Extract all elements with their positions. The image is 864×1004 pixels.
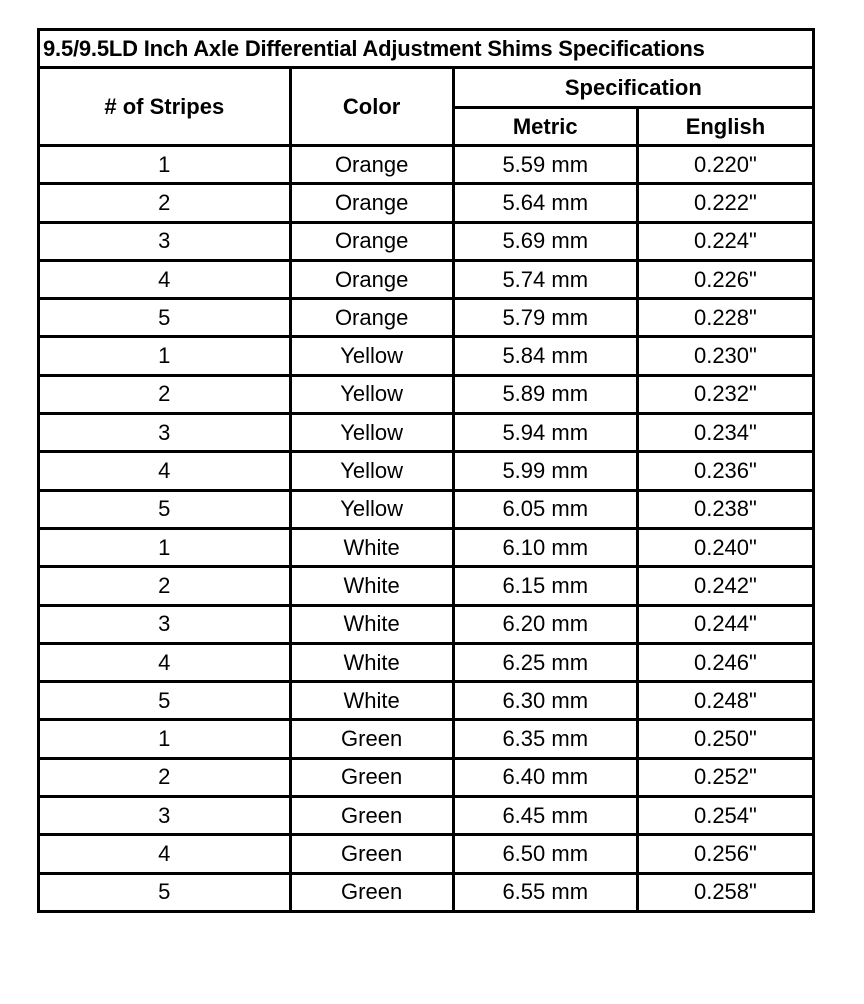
cell-english: 0.224" — [637, 222, 813, 260]
cell-metric: 6.40 mm — [453, 758, 637, 796]
cell-color: White — [290, 528, 453, 566]
cell-stripes: 3 — [39, 414, 291, 452]
cell-stripes: 1 — [39, 146, 291, 184]
cell-metric: 6.10 mm — [453, 528, 637, 566]
cell-color: Yellow — [290, 490, 453, 528]
cell-stripes: 3 — [39, 797, 291, 835]
cell-english: 0.256" — [637, 835, 813, 873]
cell-english: 0.222" — [637, 184, 813, 222]
cell-english: 0.242" — [637, 567, 813, 605]
cell-metric: 5.84 mm — [453, 337, 637, 375]
cell-stripes: 2 — [39, 184, 291, 222]
cell-metric: 5.89 mm — [453, 375, 637, 413]
cell-metric: 5.94 mm — [453, 414, 637, 452]
cell-color: Yellow — [290, 452, 453, 490]
cell-stripes: 1 — [39, 720, 291, 758]
cell-stripes: 2 — [39, 375, 291, 413]
cell-stripes: 3 — [39, 222, 291, 260]
cell-english: 0.230" — [637, 337, 813, 375]
table-row — [39, 490, 814, 528]
table-row — [39, 605, 814, 643]
cell-english: 0.258" — [637, 873, 813, 911]
cell-color: Orange — [290, 299, 453, 337]
cell-stripes: 5 — [39, 682, 291, 720]
cell-color: Yellow — [290, 375, 453, 413]
cell-stripes: 1 — [39, 528, 291, 566]
cell-english: 0.236" — [637, 452, 813, 490]
cell-metric: 5.74 mm — [453, 260, 637, 298]
cell-english: 0.234" — [637, 414, 813, 452]
cell-metric: 5.64 mm — [453, 184, 637, 222]
table-row — [39, 528, 814, 566]
cell-english: 0.226" — [637, 260, 813, 298]
cell-color: Yellow — [290, 337, 453, 375]
table-row — [39, 414, 814, 452]
header-metric: Metric — [453, 108, 637, 146]
table-row — [39, 184, 814, 222]
cell-stripes: 5 — [39, 299, 291, 337]
cell-stripes: 1 — [39, 337, 291, 375]
cell-stripes: 4 — [39, 643, 291, 681]
cell-stripes: 5 — [39, 873, 291, 911]
cell-metric: 5.99 mm — [453, 452, 637, 490]
cell-english: 0.238" — [637, 490, 813, 528]
cell-metric: 6.30 mm — [453, 682, 637, 720]
cell-metric: 6.35 mm — [453, 720, 637, 758]
cell-color: Green — [290, 797, 453, 835]
cell-color: Orange — [290, 260, 453, 298]
table-row — [39, 758, 814, 796]
cell-metric: 6.25 mm — [453, 643, 637, 681]
cell-metric: 6.50 mm — [453, 835, 637, 873]
cell-english: 0.228" — [637, 299, 813, 337]
table-row — [39, 452, 814, 490]
cell-stripes: 4 — [39, 452, 291, 490]
cell-color: Green — [290, 758, 453, 796]
cell-color: White — [290, 682, 453, 720]
cell-english: 0.244" — [637, 605, 813, 643]
cell-english: 0.240" — [637, 528, 813, 566]
table-row — [39, 260, 814, 298]
cell-color: White — [290, 567, 453, 605]
cell-english: 0.252" — [637, 758, 813, 796]
cell-english: 0.254" — [637, 797, 813, 835]
cell-stripes: 4 — [39, 835, 291, 873]
table-row — [39, 375, 814, 413]
cell-english: 0.220" — [637, 146, 813, 184]
table-row — [39, 643, 814, 681]
table-row — [39, 299, 814, 337]
cell-stripes: 5 — [39, 490, 291, 528]
table-body — [39, 146, 814, 912]
table-row — [39, 873, 814, 911]
cell-metric: 6.05 mm — [453, 490, 637, 528]
cell-stripes: 4 — [39, 260, 291, 298]
cell-stripes: 2 — [39, 567, 291, 605]
table-row — [39, 337, 814, 375]
table-row — [39, 567, 814, 605]
cell-color: Orange — [290, 146, 453, 184]
cell-color: Orange — [290, 222, 453, 260]
header-specification: Specification — [453, 68, 813, 108]
cell-metric: 6.55 mm — [453, 873, 637, 911]
cell-color: Green — [290, 835, 453, 873]
cell-stripes: 3 — [39, 605, 291, 643]
table-row — [39, 797, 814, 835]
cell-color: White — [290, 643, 453, 681]
cell-color: White — [290, 605, 453, 643]
cell-metric: 5.59 mm — [453, 146, 637, 184]
cell-english: 0.246" — [637, 643, 813, 681]
cell-english: 0.248" — [637, 682, 813, 720]
cell-metric: 5.79 mm — [453, 299, 637, 337]
header-english: English — [637, 108, 813, 146]
cell-metric: 6.15 mm — [453, 567, 637, 605]
cell-metric: 6.20 mm — [453, 605, 637, 643]
table-title: 9.5/9.5LD Inch Axle Differential Adjustment Shims Specifications — [39, 30, 814, 68]
cell-stripes: 2 — [39, 758, 291, 796]
shim-specifications-table — [37, 28, 815, 913]
cell-metric: 6.45 mm — [453, 797, 637, 835]
cell-color: Yellow — [290, 414, 453, 452]
table-row — [39, 720, 814, 758]
table-row — [39, 835, 814, 873]
table-row — [39, 146, 814, 184]
table-row — [39, 682, 814, 720]
cell-english: 0.232" — [637, 375, 813, 413]
cell-color: Green — [290, 873, 453, 911]
cell-color: Green — [290, 720, 453, 758]
cell-metric: 5.69 mm — [453, 222, 637, 260]
header-color: Color — [290, 68, 453, 146]
header-stripes: # of Stripes — [39, 68, 291, 146]
table-row — [39, 222, 814, 260]
cell-color: Orange — [290, 184, 453, 222]
cell-english: 0.250" — [637, 720, 813, 758]
